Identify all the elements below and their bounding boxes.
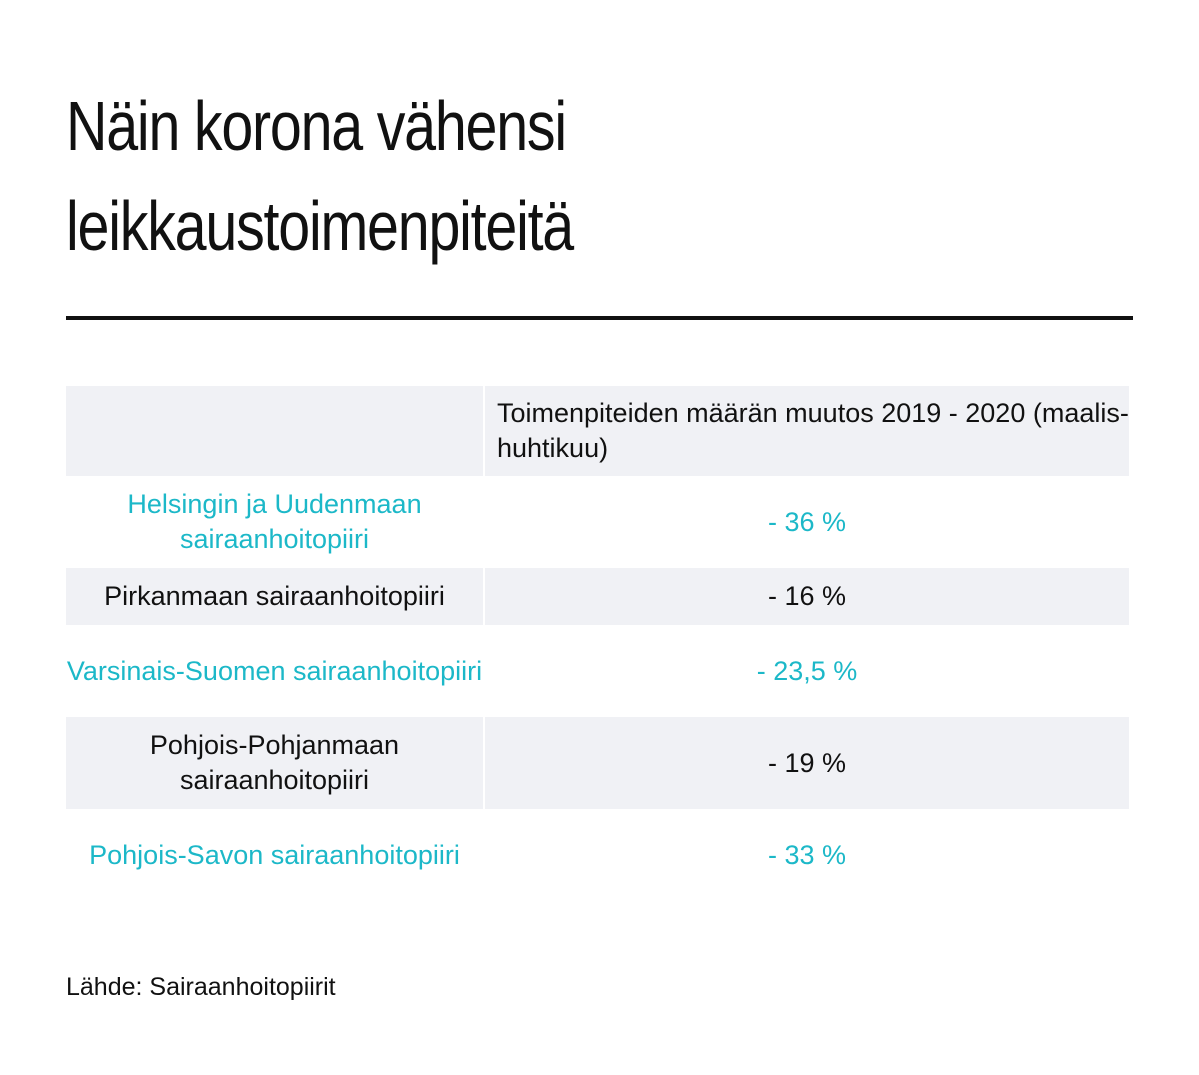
change-cell: - 36 %	[484, 476, 1129, 568]
district-cell: Pohjois-Pohjanmaan sairaanhoitopiiri	[66, 717, 484, 809]
table-row	[66, 809, 1129, 901]
reduction-table	[66, 386, 1129, 901]
table-row	[66, 568, 1129, 625]
header-district-cell	[66, 386, 484, 476]
table-row	[66, 717, 1129, 809]
table-header-row	[66, 386, 1129, 476]
title-divider	[66, 316, 1133, 320]
table-row	[66, 625, 1129, 717]
district-cell: Varsinais-Suomen sairaanhoitopiiri	[66, 625, 484, 717]
change-cell: - 33 %	[484, 809, 1129, 901]
table-row	[66, 476, 1129, 568]
source-note: Lähde: Sairaanhoitopiirit	[66, 973, 336, 1001]
header-change-cell: Toimenpiteiden määrän muutos 2019 - 2020 (maalis-huhtikuu)	[484, 386, 1129, 476]
district-cell: Helsingin ja Uudenmaan sairaanhoitopiiri	[66, 476, 484, 568]
change-cell: - 16 %	[484, 568, 1129, 625]
change-cell: - 23,5 %	[484, 625, 1129, 717]
district-cell: Pirkanmaan sairaanhoitopiiri	[66, 568, 484, 625]
title-line-1: Näin korona vähensi	[66, 87, 566, 165]
page-title	[66, 76, 935, 276]
change-cell: - 19 %	[484, 717, 1129, 809]
district-cell: Pohjois-Savon sairaanhoitopiiri	[66, 809, 484, 901]
title-line-2: leikkaustoimenpiteitä	[66, 187, 574, 265]
